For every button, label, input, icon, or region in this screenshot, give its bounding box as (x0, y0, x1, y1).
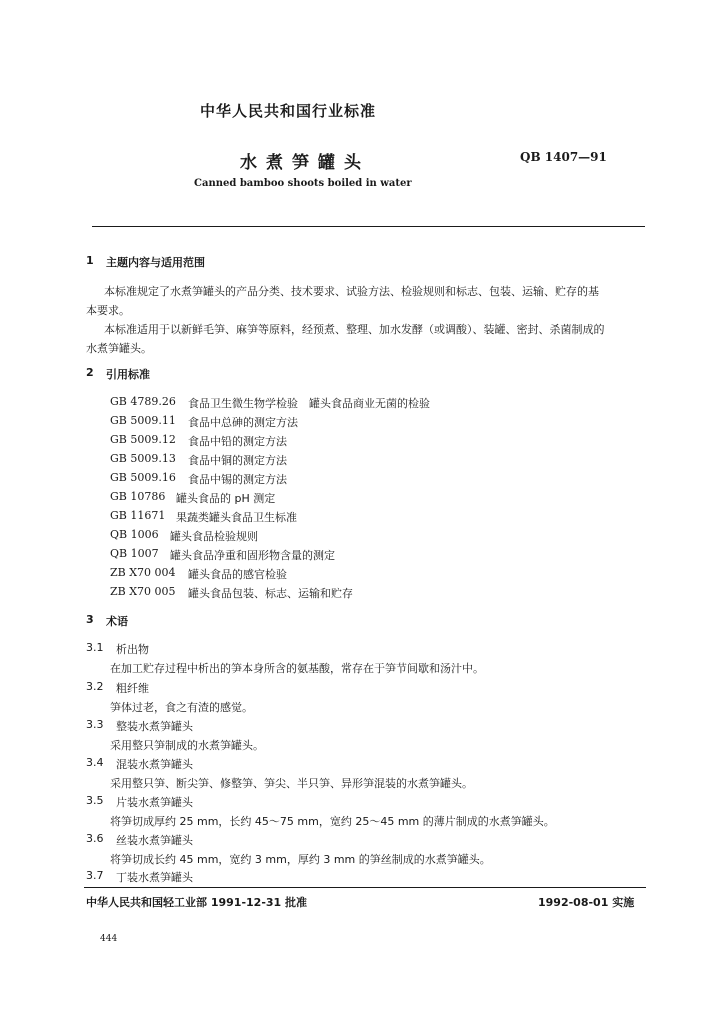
effective-date: 1992-08-01 实施 (538, 896, 635, 909)
reference-title: 罐头食品的感官检验 (188, 568, 287, 581)
reference-title: 食品中总砷的测定方法 (188, 416, 298, 429)
reference-code: GB 10786 (110, 490, 166, 503)
standard-code: QB 1407—91 (520, 150, 607, 164)
term-number: 3.2 (86, 680, 104, 693)
term-definition: 采用整只笋、断尖笋、修整笋、笋尖、半只笋、异形笋混装的水煮笋罐头。 (110, 777, 473, 790)
reference-code: ZB X70 005 (110, 585, 176, 598)
reference-code: GB 5009.11 (110, 414, 176, 427)
paragraph-line: 本标准适用于以新鲜毛笋、麻笋等原料，经预煮、整理、加水发酵（或调酸）、装罐、密封、杀菌制成的 (104, 323, 605, 336)
term-number: 3.3 (86, 718, 104, 731)
reference-title: 食品卫生微生物学检验 罐头食品商业无菌的检验 (188, 397, 430, 410)
paragraph-line: 本要求。 (86, 304, 130, 317)
term-name: 丁装水煮笋罐头 (116, 871, 193, 884)
term-name: 混装水煮笋罐头 (116, 758, 193, 771)
reference-code: QB 1007 (110, 547, 159, 560)
term-number: 3.5 (86, 794, 104, 807)
term-name: 丝装水煮笋罐头 (116, 834, 193, 847)
term-definition: 笋体过老，食之有渣的感觉。 (110, 701, 253, 714)
reference-code: GB 4789.26 (110, 395, 176, 408)
term-definition: 采用整只笋制成的水煮笋罐头。 (110, 739, 264, 752)
paragraph-line: 水煮笋罐头。 (86, 342, 152, 355)
page-number: 444 (100, 934, 118, 944)
standard-organization: 中华人民共和国行业标准 (200, 102, 377, 120)
reference-title: 罐头食品包装、标志、运输和贮存 (188, 587, 353, 600)
section-3-title: 术语 (106, 615, 128, 628)
reference-code: GB 5009.16 (110, 471, 176, 484)
section-2-title: 引用标准 (106, 368, 150, 381)
reference-title: 食品中铜的测定方法 (188, 454, 287, 467)
section-1-number: 1 (86, 254, 94, 267)
title-chinese: 水煮笋罐头 (240, 153, 370, 173)
footer-divider (84, 887, 646, 888)
term-number: 3.7 (86, 869, 104, 882)
reference-title: 罐头食品净重和固形物含量的测定 (170, 549, 335, 562)
term-number: 3.1 (86, 641, 104, 654)
title-english: Canned bamboo shoots boiled in water (194, 178, 412, 189)
term-number: 3.6 (86, 832, 104, 845)
reference-code: ZB X70 004 (110, 566, 176, 579)
reference-code: GB 5009.13 (110, 452, 176, 465)
reference-title: 食品中铅的测定方法 (188, 435, 287, 448)
section-1-title: 主题内容与适用范围 (106, 256, 205, 269)
section-2-number: 2 (86, 366, 94, 379)
term-definition: 将笋切成长约 45 mm，宽约 3 mm，厚约 3 mm 的笋丝制成的水煮笋罐头。 (110, 853, 491, 866)
reference-code: GB 11671 (110, 509, 166, 522)
term-definition: 将笋切成厚约 25 mm，长约 45～75 mm，宽约 25～45 mm 的薄片制成的水煮笋罐头。 (110, 815, 555, 828)
term-name: 析出物 (116, 643, 149, 656)
reference-code: QB 1006 (110, 528, 159, 541)
reference-title: 食品中锡的测定方法 (188, 473, 287, 486)
reference-title: 果蔬类罐头食品卫生标准 (176, 511, 297, 524)
term-definition: 在加工贮存过程中析出的笋本身所含的氨基酸，常存在于笋节间歇和汤汁中。 (110, 662, 484, 675)
approval-line: 中华人民共和国轻工业部 1991-12-31 批准 (86, 896, 308, 909)
paragraph-line: 本标准规定了水煮笋罐头的产品分类、技术要求、试验方法、检验规则和标志、包装、运输、贮存的基 (104, 285, 599, 298)
term-name: 整装水煮笋罐头 (116, 720, 193, 733)
reference-code: GB 5009.12 (110, 433, 176, 446)
header-divider (92, 226, 645, 227)
reference-title: 罐头食品检验规则 (170, 530, 258, 543)
term-number: 3.4 (86, 756, 104, 769)
section-3-number: 3 (86, 613, 94, 626)
term-name: 粗纤维 (116, 682, 149, 695)
term-name: 片装水煮笋罐头 (116, 796, 193, 809)
reference-title: 罐头食品的 pH 测定 (176, 492, 276, 505)
